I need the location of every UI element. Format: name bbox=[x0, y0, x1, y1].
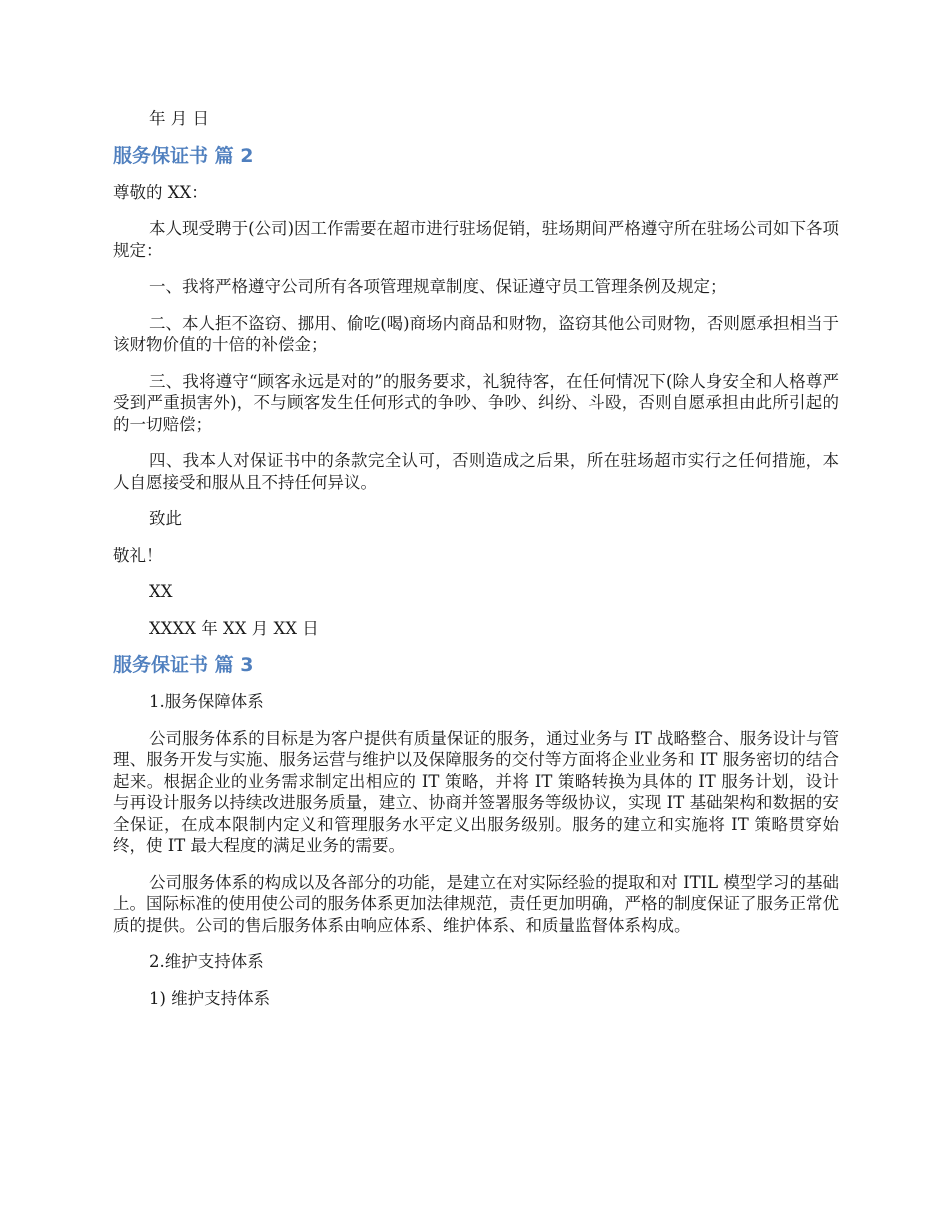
signed-date: XXXX 年 XX 月 XX 日 bbox=[149, 618, 319, 638]
closing-line: 敬礼！ bbox=[113, 545, 163, 565]
paragraph: 本人现受聘于(公司)因工作需要在超市进行驻场促销，驻场期间严格遵守所在驻场公司如下各项规定： bbox=[113, 219, 839, 260]
paragraph: 四、我本人对保证书中的条款完全认可，否则造成之后果，所在驻场超市实行之任何措施，本人自愿接受和服从且不持任何异议。 bbox=[113, 451, 839, 492]
date-line: 年 月 日 bbox=[149, 109, 209, 128]
subheading: 1.服务保障体系 bbox=[149, 692, 264, 711]
document-page bbox=[113, 108, 839, 1009]
paragraph: 公司服务体系的目标是为客户提供有质量保证的服务，通过业务与 IT 战略整合、服务设计与管理、服务开发与实施、服务运营与维护以及保障服务的交付等方面将企业业务和 IT 服务密切的结合起来。根据企业的业务需求制定出相应的 IT 策略，并将 IT 策略转换为具体的 IT 服务计划，设计与再设计服务以持续改进服务质量，建立、协商并签署服务等级协议，实现 IT 基础架构和数据的安全保证，在成本限制内定义和管理服务水平定义出服务级别。服务的建立和实施将 IT 策略贯穿始终，使 IT 最大程度的满足业务的需要。 bbox=[113, 728, 839, 855]
signer-name: XX bbox=[149, 582, 173, 601]
section-3-heading: 服务保证书 篇 3 bbox=[113, 654, 254, 676]
paragraph: 一、我将严格遵守公司所有各项管理规章制度、保证遵守员工管理条例及规定； bbox=[149, 277, 727, 296]
closing-line: 致此 bbox=[149, 509, 182, 528]
paragraph: 公司服务体系的构成以及各部分的功能，是建立在对实际经验的提取和对 ITIL 模型学习的基础上。国际标准的使用使公司的服务体系更加法律规范，责任更加明确，严格的制度保证了服务正常优质的提供。公司的售后服务体系由响应体系、维护体系、和质量监督体系构成。 bbox=[113, 872, 839, 935]
paragraph: 二、本人拒不盗窃、挪用、偷吃(喝)商场内商品和财物，盗窃其他公司财物，否则愿承担相当于该财物价值的十倍的补偿金； bbox=[113, 313, 839, 354]
paragraph: 三、我将遵守“顾客永远是对的”的服务要求，礼貌待客，在任何情况下(除人身安全和人格尊严受到严重损害外)，不与顾客发生任何形式的争吵、争吵、纠纷、斗殴，否则自愿承担由此所引起的的一切赔偿； bbox=[113, 371, 839, 434]
subheading: 1) 维护支持体系 bbox=[149, 988, 271, 1008]
section-2-heading: 服务保证书 篇 2 bbox=[113, 144, 254, 167]
subheading: 2.维护支持体系 bbox=[149, 952, 264, 971]
salutation: 尊敬的 XX： bbox=[113, 182, 208, 202]
